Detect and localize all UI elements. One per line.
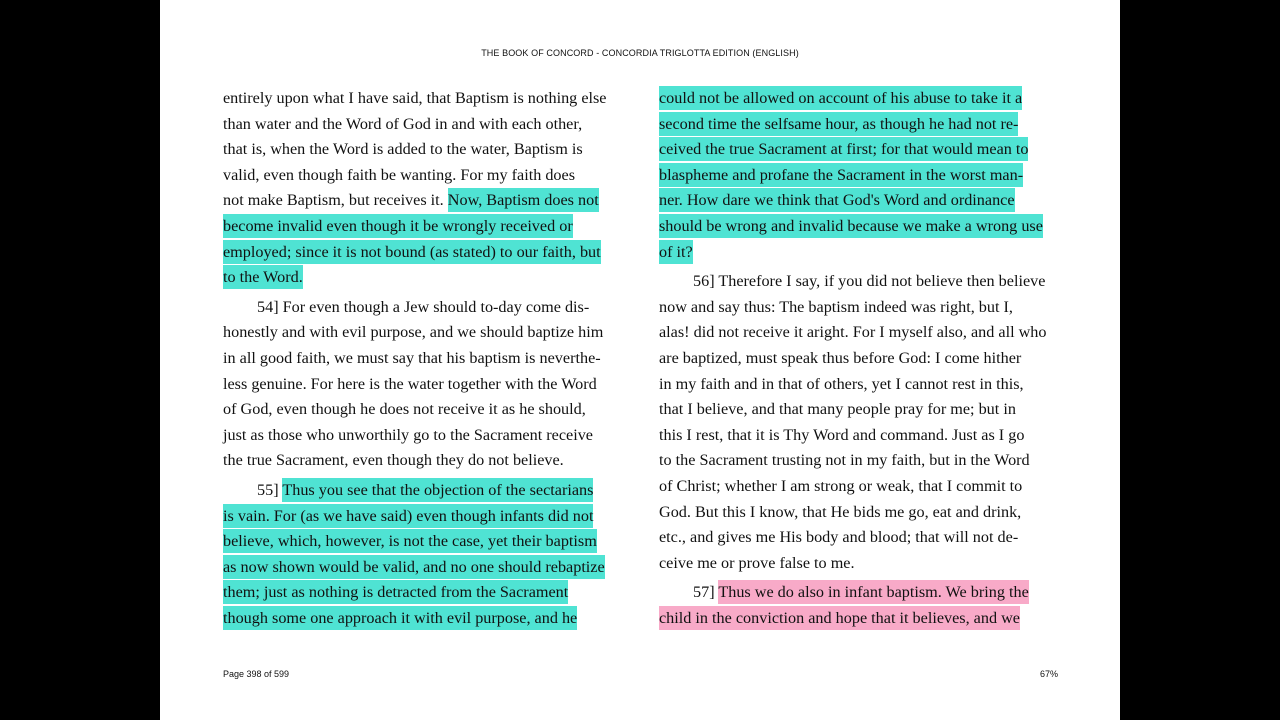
text-line: God. But this I know, that He bids me go, eat and drink, — [659, 502, 1022, 521]
highlight-teal[interactable]: ner. How dare we think that God's Word and ordinance — [659, 188, 1015, 212]
text-line: in all good faith, we must say that his baptism is neverthe- — [223, 348, 601, 367]
text-line: etc., and gives me His body and blood; that will not de- — [659, 528, 1019, 547]
text-line: 56] Therefore I say, if you did not believe then believe — [693, 272, 1046, 291]
text-line — [659, 240, 1059, 266]
text-line — [659, 214, 1059, 240]
left-text-column[interactable] — [223, 86, 623, 635]
page-number-label: Page 398 of 599 — [223, 669, 290, 679]
text-line: than water and the Word of God in and with each other, — [223, 114, 583, 133]
paragraph — [659, 269, 1059, 576]
text-line — [223, 606, 623, 632]
highlight-teal[interactable]: believe, which, however, is not the case, yet their baptism — [223, 529, 597, 553]
highlight-teal[interactable]: Thus you see that the objection of the sectarians — [282, 478, 593, 502]
highlight-teal[interactable]: is vain. For (as we have said) even though infants did not — [223, 504, 593, 528]
highlight-teal[interactable]: become invalid even though it be wrongly received or — [223, 214, 573, 238]
right-text-column[interactable] — [659, 86, 1059, 635]
text-line — [659, 112, 1059, 138]
text-line — [223, 504, 623, 530]
text-line: alas! did not receive it aright. For I myself also, and all who — [659, 323, 1047, 342]
paragraph — [223, 478, 623, 632]
text-line — [659, 137, 1059, 163]
text-line: 54] For even though a Jew should to-day come dis- — [257, 297, 590, 316]
highlight-teal[interactable]: in the worst man- — [905, 163, 1023, 187]
highlight-teal[interactable]: second time the selfsame hour, as though he had not re- — [659, 112, 1018, 136]
text-line: of God, even though he does not receive it as he should, — [223, 400, 586, 419]
text-line: this I rest, that it is Thy Word and command. Just as I go — [659, 425, 1025, 444]
highlight-teal[interactable]: of it? — [659, 240, 693, 264]
text-line — [223, 188, 623, 214]
paragraph — [223, 86, 623, 291]
highlight-pink[interactable]: Thus we do also in infant baptism. We bring the — [718, 580, 1028, 604]
paragraph — [659, 580, 1059, 631]
text-line — [223, 240, 623, 266]
text-line — [223, 555, 623, 581]
highlight-teal[interactable]: ceived the true Sacrament at first; for that would mean to — [659, 137, 1028, 161]
text-line — [223, 529, 623, 555]
book-page[interactable] — [160, 0, 1120, 720]
paragraph — [659, 86, 1059, 265]
text-line: ceive me or prove false to me. — [659, 553, 855, 572]
highlight-teal[interactable]: could not be allowed on account of his abuse to take it a — [659, 86, 1022, 110]
text-line: valid, even though faith be wanting. For my faith does — [223, 165, 576, 184]
text-fragment: 55] — [257, 480, 283, 499]
text-line — [659, 188, 1059, 214]
book-title-header: THE BOOK OF CONCORD - CONCORDIA TRIGLOTTA EDITION (ENGLISH) — [481, 48, 799, 58]
text-line: less genuine. For here is the water together with the Word — [223, 374, 597, 393]
highlight-teal[interactable]: as now shown would be valid, and no one should rebaptize — [223, 555, 605, 579]
text-line: just as those who unworthily go to the Sacrament receive — [223, 425, 593, 444]
highlight-teal[interactable]: them; just as nothing is detracted from the Sacrament — [223, 580, 568, 604]
reading-progress-label: 67% — [1039, 669, 1058, 679]
text-line: are baptized, must speak thus before God: I come hither — [659, 348, 1022, 367]
text-line: honestly and with evil purpose, and we should baptize him — [223, 323, 604, 342]
highlight-teal[interactable]: though some one approach it with evil purpose, and he — [223, 606, 577, 630]
text-line: in my faith and in that of others, yet I cannot rest in this, — [659, 374, 1024, 393]
text-line — [223, 478, 623, 504]
text-line — [659, 606, 1059, 632]
text-line: the true Sacrament, even though they do not believe. — [223, 451, 564, 470]
highlight-teal[interactable]: blaspheme and profane the Sacrament — [659, 163, 905, 187]
text-line: now and say thus: The baptism indeed was right, but I, — [659, 297, 1013, 316]
text-line — [223, 580, 623, 606]
text-line — [223, 265, 623, 291]
text-line — [659, 86, 1059, 112]
text-fragment: 57] — [693, 583, 719, 602]
text-line — [659, 580, 1059, 606]
highlight-teal[interactable]: employed; since it is not bound (as stated) to our faith, but — [223, 240, 601, 264]
highlight-teal[interactable]: to the Word. — [223, 265, 303, 289]
highlight-teal[interactable]: should be wrong and invalid because we make a wrong use — [659, 214, 1043, 238]
highlight-pink[interactable]: child in the conviction and hope that it believes, and we — [659, 606, 1020, 630]
text-line: that I believe, and that many people pray for me; but in — [659, 400, 1016, 419]
paragraph — [223, 295, 623, 474]
highlight-teal[interactable]: Now, Baptism does not — [448, 188, 599, 212]
text-fragment: not make Baptism, but receives it. — [223, 191, 448, 210]
text-line: entirely upon what I have said, that Baptism is nothing else — [223, 89, 607, 107]
text-line: of Christ; whether I am strong or weak, that I commit to — [659, 476, 1023, 495]
text-line: that is, when the Word is added to the water, Baptism is — [223, 140, 583, 159]
text-line — [223, 214, 623, 240]
text-line — [659, 163, 1059, 189]
text-line: to the Sacrament trusting not in my faith, but in the Word — [659, 451, 1030, 470]
